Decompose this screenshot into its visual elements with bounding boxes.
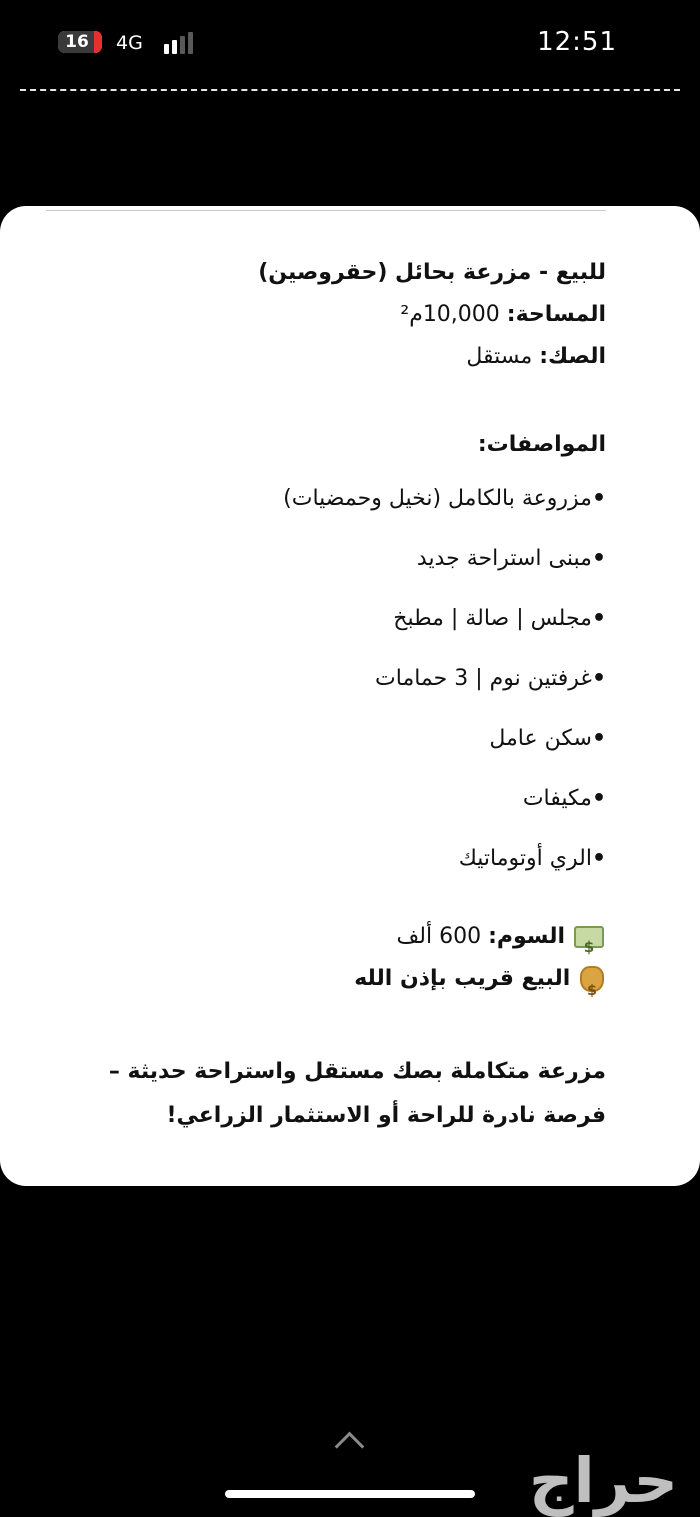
banknote-dollar-icon — [574, 926, 604, 948]
area-label: المساحة: — [506, 302, 606, 327]
closing-line-1: مزرعة متكاملة بصك مستقل واستراحة حديثة – — [108, 1059, 606, 1084]
area-value: 10,000م² — [400, 302, 500, 327]
money-bag-icon — [580, 966, 604, 992]
battery-level: 16 — [65, 32, 89, 52]
specs-list — [40, 482, 606, 902]
spec-item: •مبنى استراحة جديد — [416, 546, 606, 571]
deed-row — [40, 336, 606, 378]
chevron-up-icon[interactable] — [335, 1432, 365, 1462]
specs-title: المواصفات: — [477, 432, 606, 457]
dashed-divider — [20, 89, 680, 91]
spec-item: •مزروعة بالكامل (نخيل وحمضيات) — [283, 486, 606, 511]
card-top-rule — [46, 210, 606, 211]
site-watermark: حراج — [528, 1444, 678, 1517]
sale-note: البيع قريب بإذن الله — [354, 966, 571, 991]
spec-item: •سكن عامل — [489, 726, 606, 751]
home-indicator[interactable] — [225, 1490, 475, 1498]
price-value: 600 ألف — [396, 924, 482, 949]
ad-body — [40, 252, 606, 1138]
sale-note-row — [40, 958, 606, 1000]
closing-text — [40, 1050, 606, 1138]
battery-indicator — [58, 31, 102, 53]
area-row — [40, 294, 606, 336]
spec-item: •مكيفات — [522, 786, 606, 811]
spec-item: •الري أوتوماتيك — [458, 846, 606, 871]
network-type: 4G — [116, 32, 143, 54]
closing-line-2: فرصة نادرة للراحة أو الاستثمار الزراعي! — [166, 1103, 606, 1128]
clock: 12:51 — [537, 27, 617, 57]
ad-text-card — [0, 206, 700, 1186]
price-row — [40, 916, 606, 958]
status-bar — [0, 0, 700, 90]
deed-label: الصك: — [539, 344, 606, 369]
deed-value: مستقل — [466, 344, 533, 369]
spec-item: •غرفتين نوم | 3 حمامات — [375, 666, 606, 691]
ad-title: للبيع - مزرعة بحائل (حقروصين) — [258, 260, 606, 285]
price-label: السوم: — [488, 924, 565, 949]
price-block — [40, 916, 606, 1000]
signal-strength-icon — [164, 32, 200, 54]
spec-item: •مجلس | صالة | مطبخ — [393, 606, 606, 631]
